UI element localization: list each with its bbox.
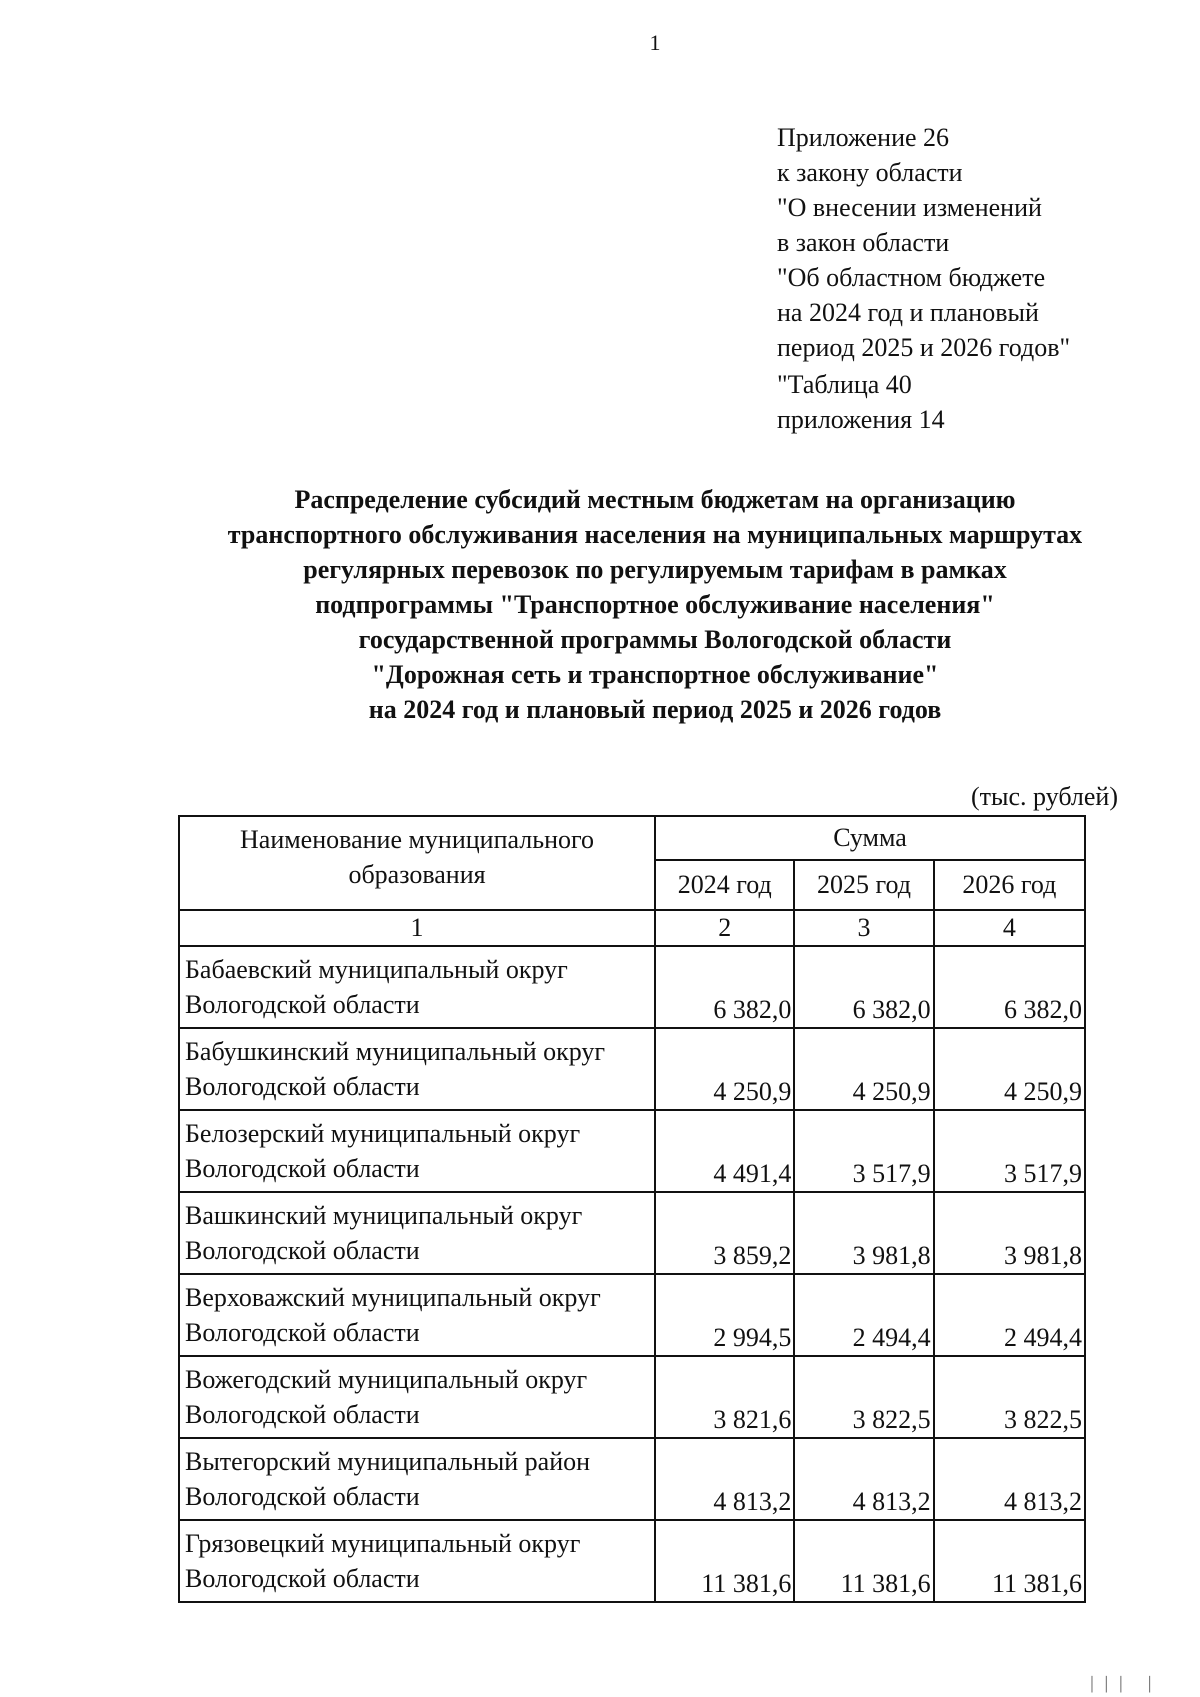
header-year-2024: 2024 год [655, 860, 794, 910]
title-line: "Дорожная сеть и транспортное обслуживание" [371, 660, 939, 689]
column-number: 2 [655, 910, 794, 946]
title-line: подпрограммы "Транспортное обслуживание населения" [315, 590, 995, 619]
page-number: 1 [649, 30, 661, 55]
appendix-line: "О внесении изменений [777, 193, 1042, 222]
municipality-name [179, 1520, 655, 1602]
subsidy-table [178, 815, 1086, 1603]
municipality-name [179, 1356, 655, 1438]
amount-2025: 3 822,5 [794, 1356, 933, 1438]
table-row [179, 1028, 1085, 1110]
column-number: 1 [179, 910, 655, 946]
amount-2026: 3 822,5 [934, 1356, 1085, 1438]
municipality-name [179, 1274, 655, 1356]
municipality-name [179, 1438, 655, 1520]
appendix-line: на 2024 год и плановый [777, 298, 1039, 327]
amount-2026: 11 381,6 [934, 1520, 1085, 1602]
appendix-line: к закону области [777, 158, 963, 187]
table-row [179, 1192, 1085, 1274]
municipality-name-line: Белозерский муниципальный округ [185, 1119, 581, 1148]
title-line: на 2024 год и плановый период 2025 и 2026 годов [368, 695, 942, 724]
amount-2026: 4 250,9 [934, 1028, 1085, 1110]
appendix-line: в закон области [777, 228, 950, 257]
amount-2025: 3 981,8 [794, 1192, 933, 1274]
header-municipality-line: Наименование муниципального [240, 825, 595, 854]
municipality-name-line: Вологодской области [185, 1482, 420, 1511]
header-year-2025: 2025 год [794, 860, 933, 910]
amount-2024: 3 821,6 [655, 1356, 794, 1438]
units-label: (тыс. рублей) [970, 782, 1118, 811]
amount-2024: 11 381,6 [655, 1520, 794, 1602]
amount-2025: 2 494,4 [794, 1274, 933, 1356]
amount-2025: 4 813,2 [794, 1438, 933, 1520]
municipality-name-line: Вологодской области [185, 1154, 420, 1183]
header-year-2026: 2026 год [934, 860, 1085, 910]
header-municipality [179, 816, 655, 910]
title-line: регулярных перевозок по регулируемым тарифам в рамках [303, 555, 1007, 584]
municipality-name-line: Верховажский муниципальный округ [185, 1283, 601, 1312]
table-row [179, 1438, 1085, 1520]
municipality-name-line: Грязовецкий муниципальный округ [185, 1529, 581, 1558]
municipality-name-line: Бабаевский муниципальный округ [185, 955, 568, 984]
title-line: транспортного обслуживания населения на муниципальных маршрутах [227, 520, 1083, 549]
municipality-name-line: Вологодской области [185, 1236, 420, 1265]
amount-2025: 11 381,6 [794, 1520, 933, 1602]
appendix-line: Приложение 26 [777, 123, 950, 152]
table-row [179, 946, 1085, 1028]
municipality-name [179, 1110, 655, 1192]
amount-2024: 4 250,9 [655, 1028, 794, 1110]
amount-2026: 2 494,4 [934, 1274, 1085, 1356]
municipality-name-line: Вологодской области [185, 1318, 420, 1347]
appendix-reference [777, 120, 1070, 437]
amount-2026: 4 813,2 [934, 1438, 1085, 1520]
appendix-line: "Таблица 40 [777, 370, 912, 399]
municipality-name [179, 946, 655, 1028]
amount-2025: 6 382,0 [794, 946, 933, 1028]
municipality-name-line: Вологодской области [185, 1564, 420, 1593]
amount-2025: 3 517,9 [794, 1110, 933, 1192]
municipality-name [179, 1192, 655, 1274]
municipality-name-line: Бабушкинский муниципальный округ [185, 1037, 606, 1066]
title-line: государственной программы Вологодской области [358, 625, 952, 654]
appendix-line: "Об областном бюджете [777, 263, 1046, 292]
municipality-name-line: Вытегорский муниципальный район [185, 1447, 591, 1476]
table-row [179, 1274, 1085, 1356]
amount-2026: 3 517,9 [934, 1110, 1085, 1192]
amount-2026: 6 382,0 [934, 946, 1085, 1028]
municipality-name-line: Вашкинский муниципальный округ [185, 1201, 583, 1230]
municipality-name-line: Вологодской области [185, 990, 420, 1019]
table-row [179, 1520, 1085, 1602]
header-sum: Сумма [655, 816, 1085, 860]
amount-2024: 2 994,5 [655, 1274, 794, 1356]
municipality-name-line: Вожегодский муниципальный округ [185, 1365, 588, 1394]
municipality-name-line: Вологодской области [185, 1400, 420, 1429]
table-row [179, 1110, 1085, 1192]
appendix-line: приложения 14 [777, 405, 945, 434]
column-number: 3 [794, 910, 933, 946]
amount-2024: 4 813,2 [655, 1438, 794, 1520]
amount-2024: 6 382,0 [655, 946, 794, 1028]
column-number: 4 [934, 910, 1085, 946]
header-municipality-line: образования [348, 860, 486, 889]
scan-edge-marks: │││ │ [1087, 1677, 1160, 1693]
amount-2025: 4 250,9 [794, 1028, 933, 1110]
column-number-row [179, 910, 1085, 946]
amount-2024: 3 859,2 [655, 1192, 794, 1274]
municipality-name-line: Вологодской области [185, 1072, 420, 1101]
municipality-name [179, 1028, 655, 1110]
appendix-line: период 2025 и 2026 годов" [777, 333, 1071, 362]
table-row [179, 1356, 1085, 1438]
title-line: Распределение субсидий местным бюджетам на организацию [294, 485, 1016, 514]
amount-2026: 3 981,8 [934, 1192, 1085, 1274]
amount-2024: 4 491,4 [655, 1110, 794, 1192]
document-title [160, 482, 1150, 727]
